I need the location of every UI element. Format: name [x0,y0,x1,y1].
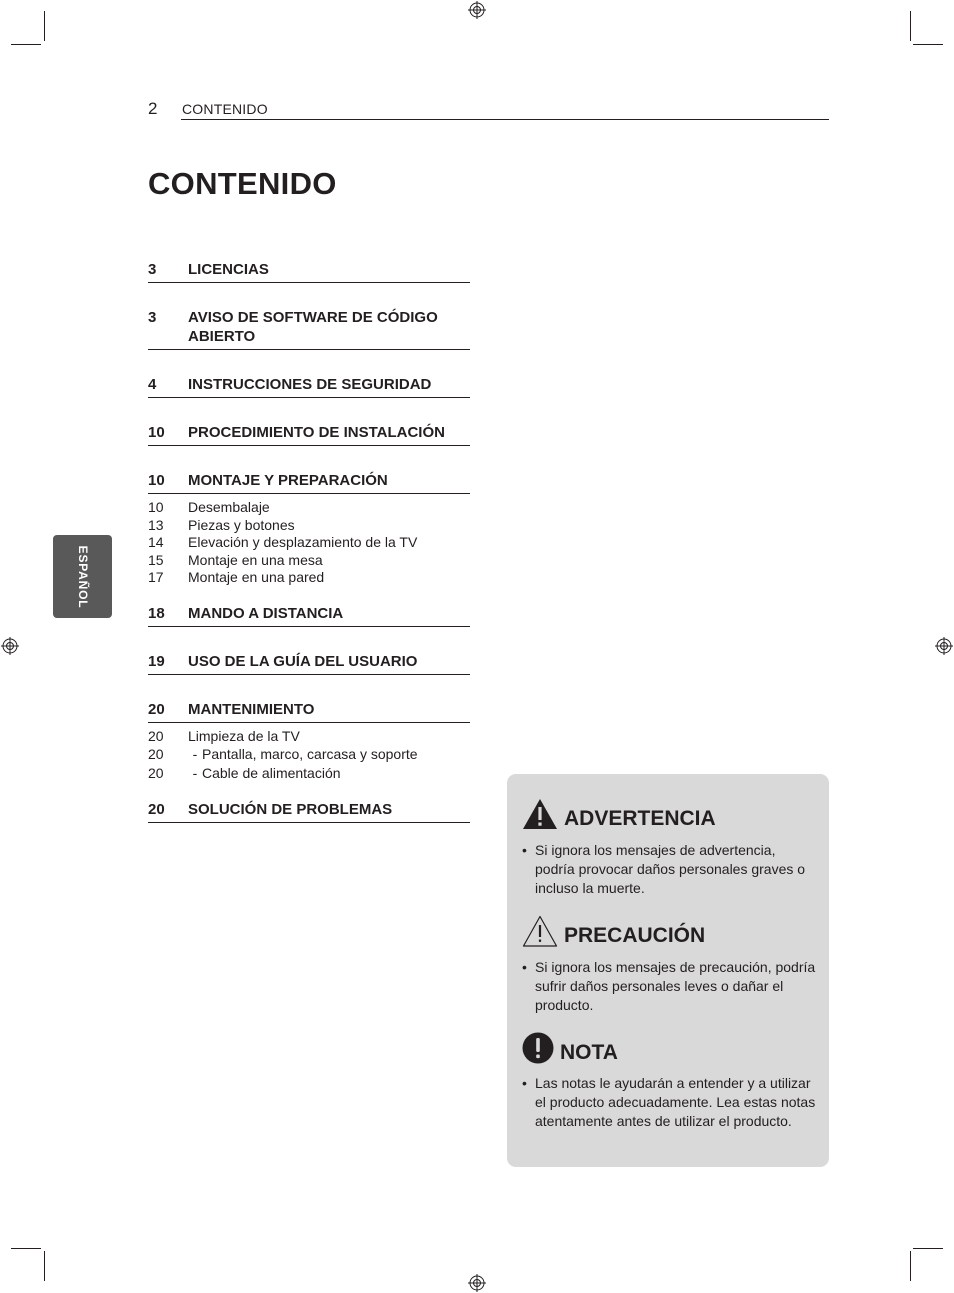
toc-sub-page-number: 10 [148,499,164,515]
toc-entry[interactable] [148,800,470,823]
toc-sub-entry[interactable] [148,552,470,570]
toc-sub-label: Pantalla, marco, carcasa y soporte [202,746,418,762]
bullet: • [522,1075,527,1091]
toc-sub-entry[interactable] [148,534,470,552]
toc-entry-label: PROCEDIMIENTO DE INSTALACIÓN [188,424,445,441]
toc-sub-page-number: 14 [148,534,164,550]
toc-page-number: 3 [148,261,157,278]
toc-page-number: 4 [148,376,157,393]
toc-entry-label: LICENCIAS [188,261,269,278]
toc-sub-dash: - [192,765,198,781]
toc-entry[interactable] [148,260,470,283]
bullet: • [522,959,527,975]
toc-sub-entry[interactable] [148,764,470,783]
toc-entry[interactable] [148,423,470,446]
language-side-tab [53,535,112,618]
toc-section [148,375,470,398]
bullet: • [522,842,527,858]
toc-section [148,471,470,587]
toc-section [148,800,470,823]
toc-sub-list [148,499,470,587]
crop-mark [910,1251,911,1281]
warning-body: Si ignora los mensajes de advertencia, podría provocar daños personales graves o incluso la muerte. [535,842,806,896]
toc-page-number: 3 [148,309,157,326]
toc-entry[interactable] [148,308,470,350]
toc-page-number: 10 [148,472,165,489]
toc-page-number: 19 [148,652,165,670]
toc-section [148,423,470,446]
toc-sub-label: Limpieza de la TV [188,727,300,744]
toc-section [148,700,470,784]
header-rule [181,119,829,120]
toc-sub-label: Montaje en una pared [188,569,325,585]
toc-sub-label: Desembalaje [188,499,270,515]
toc-entry-label: AVISO DE SOFTWARE DE CÓDIGO ABIERTO [188,309,438,345]
crop-mark [44,11,45,41]
toc-sub-entry[interactable] [148,517,470,535]
caution-heading [522,915,705,947]
toc-page-number: 10 [148,424,165,441]
toc-entry-label: SOLUCIÓN DE PROBLEMAS [188,801,393,818]
toc-sub-page-number: 17 [148,569,164,585]
toc-entry-label: INSTRUCCIONES DE SEGURIDAD [188,376,432,393]
crop-mark [11,44,41,45]
toc-sub-list [148,728,470,784]
warning-heading [522,798,716,830]
registration-mark-icon [468,1,486,19]
toc-section [148,604,470,627]
toc-sub-page-number: 20 [148,765,164,781]
toc-page-number: 20 [148,700,165,718]
toc-entry-label: USO DE LA GUÍA DEL USUARIO [188,652,418,670]
toc-entry[interactable] [148,652,470,675]
crop-mark [913,44,943,45]
note-body: Las notas le ayudarán a entender y a utilizar el producto adecuadamente. Lea estas notas atentamente antes de utilizar el producto. [535,1075,816,1129]
toc-sub-entry[interactable] [148,745,470,764]
registration-mark-icon [1,637,19,655]
language-label: ESPAÑOL [75,545,90,608]
notice-box [507,774,829,1167]
warning-text [522,841,818,898]
toc-entry[interactable] [148,375,470,398]
registration-mark-icon [935,637,953,655]
toc-sub-label: Montaje en una mesa [188,551,323,568]
toc-sub-page-number: 13 [148,516,164,533]
toc-page-number: 18 [148,604,165,622]
toc-page-number: 20 [148,801,165,818]
toc-section [148,260,470,283]
warning-title: ADVERTENCIA [564,807,716,830]
registration-mark-icon [468,1274,486,1292]
table-of-contents [148,260,470,823]
note-heading [522,1032,618,1064]
toc-sub-page-number: 15 [148,551,164,568]
crop-mark [44,1251,45,1281]
toc-sub-label: Elevación y desplazamiento de la TV [188,534,418,550]
page-title: CONTENIDO [148,166,337,201]
toc-sub-entry[interactable] [148,569,470,587]
toc-sub-label: Piezas y botones [188,516,295,533]
note-exclamation-circle-icon [522,1032,554,1064]
toc-entry-label: MANDO A DISTANCIA [188,604,344,622]
caution-outline-triangle-icon [522,915,558,947]
toc-sub-entry[interactable] [148,499,470,517]
toc-section [148,652,470,675]
toc-entry[interactable] [148,700,470,723]
toc-sub-page-number: 20 [148,746,164,762]
toc-sub-page-number: 20 [148,727,164,744]
toc-entry[interactable] [148,604,470,627]
crop-mark [11,1248,41,1249]
running-title: CONTENIDO [182,101,268,117]
crop-mark [910,11,911,41]
toc-sub-label: Cable de alimentación [202,765,341,781]
warning-filled-triangle-icon [522,798,558,830]
toc-sub-entry[interactable] [148,728,470,746]
caution-body: Si ignora los mensajes de precaución, podría sufrir daños personales leves o dañar el producto. [535,959,816,1013]
caution-title: PRECAUCIÓN [564,924,706,947]
toc-section [148,308,470,350]
page-number: 2 [148,99,158,118]
toc-entry-label: MANTENIMIENTO [188,700,315,718]
note-title: NOTA [560,1041,618,1064]
toc-sub-dash: - [192,746,198,762]
toc-entry-label: MONTAJE Y PREPARACIÓN [188,472,388,489]
caution-text [522,958,818,1015]
note-text [522,1074,818,1131]
crop-mark [913,1248,943,1249]
toc-entry[interactable] [148,471,470,494]
